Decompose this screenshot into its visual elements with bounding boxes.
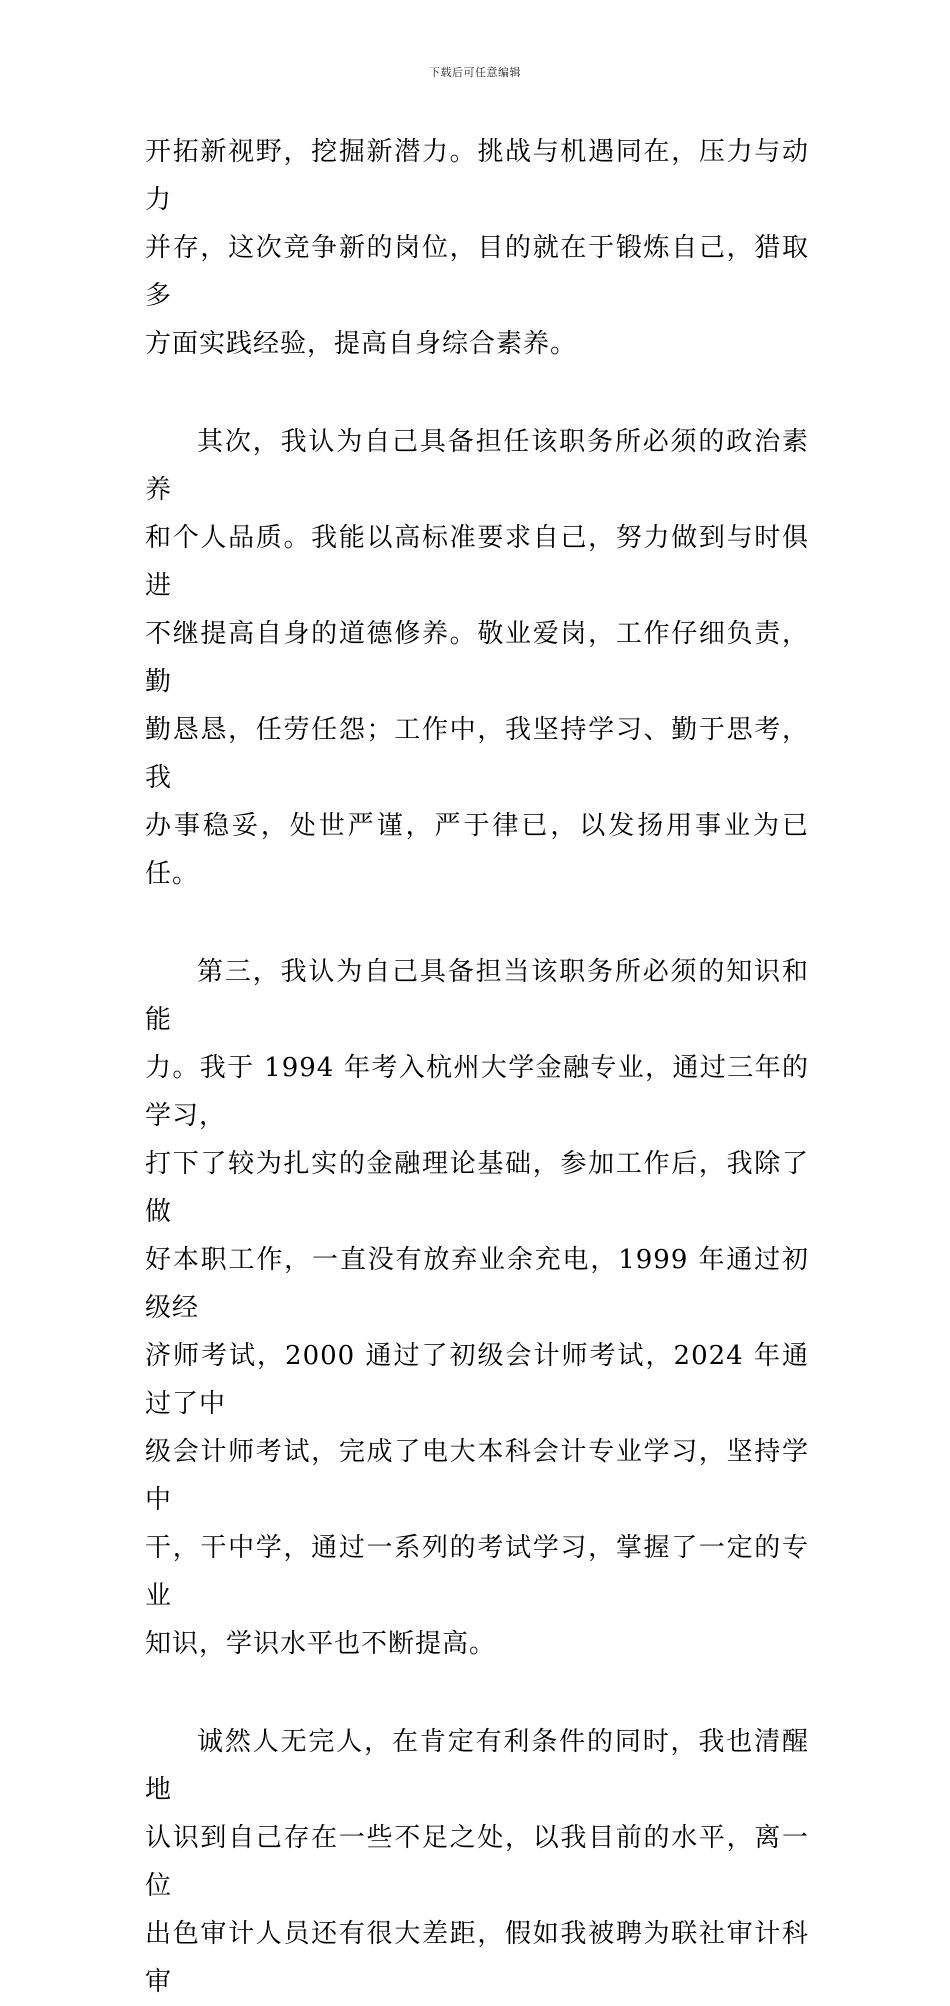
paragraph-line: 认识到自己存在一些不足之处，以我目前的水平，离一位 [145,1823,809,1901]
document-body [145,128,809,2006]
paragraph-line: 诚然人无完人，在肯定有利条件的同时，我也清醒地 [145,1727,809,1805]
paragraph-3 [145,948,809,1668]
paragraph-line: 济师考试，2000 通过了初级会计师考试，2024 年通过了中 [145,1341,809,1419]
paragraph-line: 级会计师考试，完成了电大本科会计专业学习，坚持学中 [145,1437,809,1515]
paragraph-line: 出色审计人员还有很大差距，假如我被聘为联社审计科审 [145,1919,809,1997]
paragraph-line: 知识，学识水平也不断提高。 [145,1629,497,1659]
paragraph-line: 并存，这次竞争新的岗位，目的就在于锻炼自己，猎取多 [145,233,809,311]
page-header: 下载后可任意编辑 [429,66,521,79]
paragraph-line: 和个人品质。我能以高标准要求自己，努力做到与时俱进 [145,523,809,601]
paragraph-2 [145,418,809,898]
paragraph-line: 办事稳妥，处世严谨，严于律已，以发扬用事业为已任。 [145,811,809,889]
paragraph-line: 开拓新视野，挖掘新潜力。挑战与机遇同在，压力与动力 [145,137,809,215]
paragraph-4 [145,1718,809,2006]
paragraph-line: 力。我于 1994 年考入杭州大学金融专业，通过三年的学习， [145,1053,809,1131]
paragraph-line: 勤恳恳，任劳任怨；工作中，我坚持学习、勤于思考，我 [145,715,809,793]
paragraph-line: 第三，我认为自己具备担当该职务所必须的知识和能 [145,957,809,1035]
paragraph-line: 其次，我认为自己具备担任该职务所必须的政治素养 [145,427,809,505]
paragraph-line: 方面实践经验，提高自身综合素养。 [145,329,578,359]
paragraph-line: 干，干中学，通过一系列的考试学习，掌握了一定的专业 [145,1533,809,1611]
paragraph-1 [145,128,809,368]
paragraph-line: 不继提高自身的道德修养。敬业爱岗，工作仔细负责，勤 [145,619,809,697]
paragraph-gap [145,1668,809,1718]
paragraph-gap [145,898,809,948]
paragraph-line: 好本职工作，一直没有放弃业余充电，1999 年通过初级经 [145,1245,809,1323]
paragraph-line: 打下了较为扎实的金融理论基础，参加工作后，我除了做 [145,1149,809,1227]
paragraph-gap [145,368,809,418]
